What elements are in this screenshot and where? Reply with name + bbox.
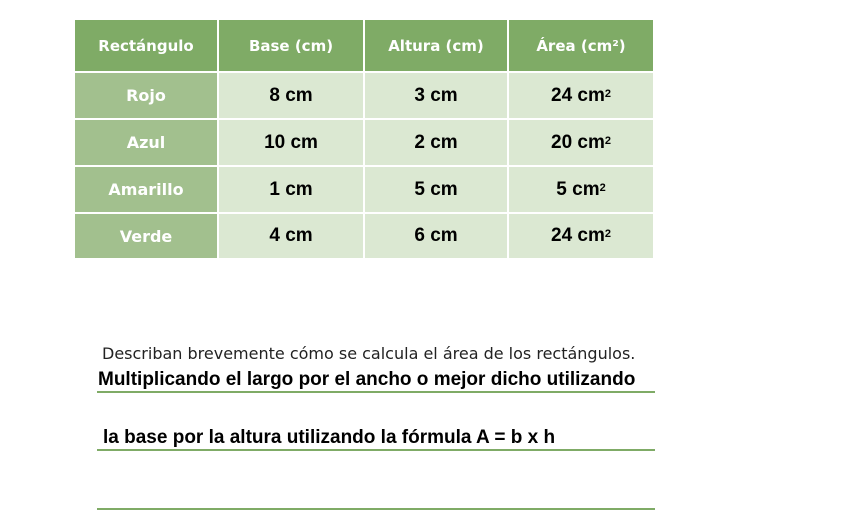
area-exponent: 2 <box>604 134 611 147</box>
header-rectangulo: Rectángulo <box>75 20 219 73</box>
row-name-rojo: Rojo <box>75 73 219 120</box>
cell-altura-verde: 6 cm <box>365 214 509 260</box>
cell-altura-azul: 2 cm <box>365 120 509 167</box>
area-exponent: 2 <box>604 87 611 100</box>
cell-base-amarillo: 1 cm <box>219 167 365 214</box>
cell-altura-rojo: 3 cm <box>365 73 509 120</box>
answer-line-3 <box>97 508 655 510</box>
question-prompt: Describan brevemente cómo se calcula el área de los rectángulos. <box>102 344 636 363</box>
area-value: 5 cm <box>556 178 600 200</box>
cell-base-verde: 4 cm <box>219 214 365 260</box>
answer-line-1 <box>97 391 655 393</box>
header-area: Área (cm²) <box>509 20 653 73</box>
area-value: 20 cm <box>551 131 605 153</box>
area-value: 24 cm <box>551 84 605 106</box>
cell-area-amarillo <box>509 167 653 214</box>
cell-area-verde <box>509 214 653 260</box>
row-name-verde: Verde <box>75 214 219 260</box>
cell-area-rojo <box>509 73 653 120</box>
cell-base-azul: 10 cm <box>219 120 365 167</box>
cell-area-azul <box>509 120 653 167</box>
area-exponent: 2 <box>604 228 611 240</box>
answer-line-2-text[interactable]: la base por la altura utilizando la fórmula A = b x h <box>103 427 556 448</box>
area-exponent: 2 <box>599 181 606 194</box>
area-value: 24 cm <box>551 225 605 246</box>
header-base: Base (cm) <box>219 20 365 73</box>
answer-line-2 <box>97 449 655 451</box>
header-altura: Altura (cm) <box>365 20 509 73</box>
answer-line-1-text[interactable]: Multiplicando el largo por el ancho o mejor dicho utilizando <box>98 369 636 390</box>
rectangle-area-table <box>75 20 653 263</box>
row-name-azul: Azul <box>75 120 219 167</box>
cell-altura-amarillo: 5 cm <box>365 167 509 214</box>
row-name-amarillo: Amarillo <box>75 167 219 214</box>
cell-base-rojo: 8 cm <box>219 73 365 120</box>
